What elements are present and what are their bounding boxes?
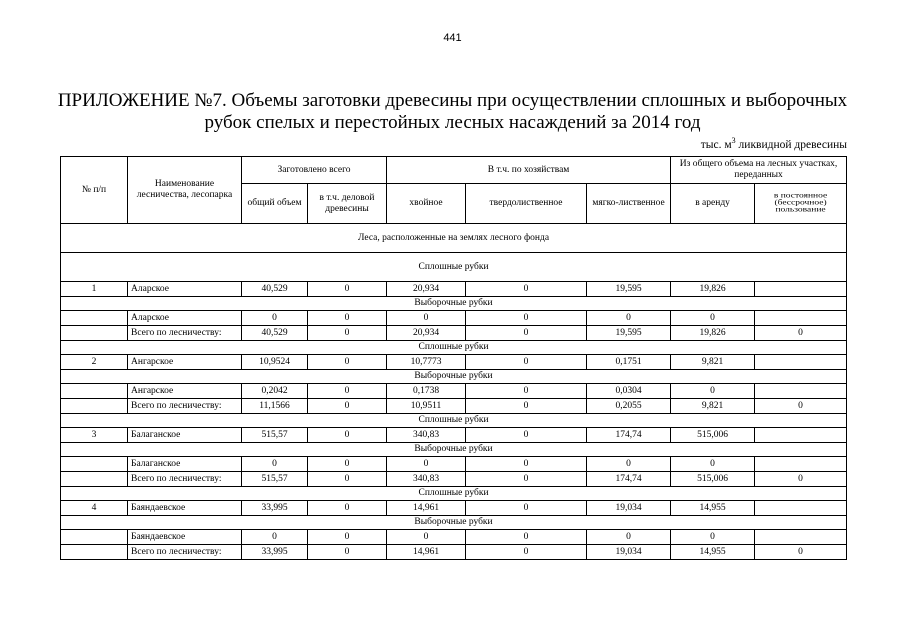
table-row [61, 399, 847, 414]
cell-num [61, 530, 128, 545]
section-row [61, 487, 847, 501]
cell-coniferous: 340,83 [387, 428, 466, 443]
cell-softwood: 0,1751 [587, 355, 671, 370]
table-row [61, 428, 847, 443]
cell-hardwood: 0 [466, 326, 587, 341]
harvest-table [60, 156, 847, 560]
units-prefix: тыс. м [700, 138, 732, 151]
cell-business-wood: 0 [308, 428, 387, 443]
cell-business-wood: 0 [308, 457, 387, 472]
header-num: № п/п [61, 157, 128, 224]
cell-total-volume: 0 [242, 457, 308, 472]
cell-num: 2 [61, 355, 128, 370]
section-label: Выборочные рубки [61, 443, 847, 457]
cell-lease: 14,955 [671, 545, 755, 560]
header-hardwood: твердолиственное [466, 184, 587, 224]
cell-softwood: 19,034 [587, 545, 671, 560]
cell-hardwood: 0 [466, 384, 587, 399]
section-label: Сплошные рубки [61, 341, 847, 355]
cell-total-volume: 515,57 [242, 428, 308, 443]
table-row [61, 545, 847, 560]
cell-hardwood: 0 [466, 428, 587, 443]
cell-coniferous: 20,934 [387, 282, 466, 297]
cell-coniferous: 14,961 [387, 501, 466, 516]
table-row [61, 311, 847, 326]
cell-permanent-use [755, 311, 847, 326]
cell-lease: 0 [671, 530, 755, 545]
cell-hardwood: 0 [466, 457, 587, 472]
cell-num [61, 326, 128, 341]
section-label: Выборочные рубки [61, 297, 847, 311]
table-row [61, 501, 847, 516]
section-row [61, 253, 847, 282]
cell-business-wood: 0 [308, 530, 387, 545]
cell-num [61, 472, 128, 487]
section-row [61, 370, 847, 384]
cell-softwood: 19,595 [587, 326, 671, 341]
cell-permanent-use [755, 501, 847, 516]
section-row [61, 516, 847, 530]
cell-coniferous: 14,961 [387, 545, 466, 560]
cell-hardwood: 0 [466, 399, 587, 414]
cell-total-volume: 40,529 [242, 282, 308, 297]
section-label: Сплошные рубки [61, 414, 847, 428]
cell-total-volume: 33,995 [242, 545, 308, 560]
table-row [61, 326, 847, 341]
cell-num: 3 [61, 428, 128, 443]
cell-name: Ангарское [128, 355, 242, 370]
section-label: Выборочные рубки [61, 516, 847, 530]
header-name: Наименование лесничества, лесопарка [128, 157, 242, 224]
cell-num [61, 384, 128, 399]
cell-hardwood: 0 [466, 311, 587, 326]
header-harvested: Заготовлено всего [242, 157, 387, 184]
table-row [61, 384, 847, 399]
header-total-volume: общий объем [242, 184, 308, 224]
cell-num: 4 [61, 501, 128, 516]
cell-business-wood: 0 [308, 355, 387, 370]
cell-hardwood: 0 [466, 545, 587, 560]
header-transferred: Из общего объема на лесных участках, переданных [671, 157, 847, 184]
cell-name: Всего по лесничеству: [128, 472, 242, 487]
cell-coniferous: 0 [387, 457, 466, 472]
table-body [61, 224, 847, 560]
header-by-farm: В т.ч. по хозяйствам [387, 157, 671, 184]
cell-name: Аларское [128, 282, 242, 297]
header-softwood: мягко-лиственное [587, 184, 671, 224]
cell-name: Всего по лесничеству: [128, 399, 242, 414]
section-row [61, 297, 847, 311]
page-number: 441 [443, 32, 462, 44]
cell-coniferous: 0,1738 [387, 384, 466, 399]
cell-lease: 9,821 [671, 399, 755, 414]
cell-name: Балаганское [128, 457, 242, 472]
cell-total-volume: 0 [242, 311, 308, 326]
cell-business-wood: 0 [308, 311, 387, 326]
table-row [61, 355, 847, 370]
cell-name: Всего по лесничеству: [128, 326, 242, 341]
cell-permanent-use [755, 355, 847, 370]
cell-total-volume: 0,2042 [242, 384, 308, 399]
cell-softwood: 0 [587, 457, 671, 472]
table-row [61, 530, 847, 545]
cell-permanent-use: 0 [755, 399, 847, 414]
cell-hardwood: 0 [466, 355, 587, 370]
cell-total-volume: 0 [242, 530, 308, 545]
cell-num: 1 [61, 282, 128, 297]
cell-coniferous: 0 [387, 530, 466, 545]
cell-total-volume: 10,9524 [242, 355, 308, 370]
cell-num [61, 545, 128, 560]
cell-softwood: 174,74 [587, 472, 671, 487]
cell-softwood: 174,74 [587, 428, 671, 443]
units-suffix: ликвидной древесины [735, 138, 847, 151]
cell-softwood: 19,595 [587, 282, 671, 297]
units-label [701, 136, 847, 151]
section-row [61, 414, 847, 428]
cell-coniferous: 20,934 [387, 326, 466, 341]
cell-num [61, 457, 128, 472]
cell-business-wood: 0 [308, 501, 387, 516]
cell-total-volume: 40,529 [242, 326, 308, 341]
cell-name: Баяндаевское [128, 530, 242, 545]
cell-lease: 9,821 [671, 355, 755, 370]
cell-name: Всего по лесничеству: [128, 545, 242, 560]
header-coniferous: хвойное [387, 184, 466, 224]
cell-name: Ангарское [128, 384, 242, 399]
cell-lease: 14,955 [671, 501, 755, 516]
cell-lease: 0 [671, 384, 755, 399]
cell-coniferous: 10,9511 [387, 399, 466, 414]
section-label: Сплошные рубки [61, 253, 847, 282]
header-business-wood: в т.ч. деловой древесины [308, 184, 387, 224]
cell-permanent-use [755, 428, 847, 443]
cell-lease: 0 [671, 457, 755, 472]
cell-business-wood: 0 [308, 384, 387, 399]
cell-business-wood: 0 [308, 472, 387, 487]
cell-total-volume: 33,995 [242, 501, 308, 516]
cell-name: Балаганское [128, 428, 242, 443]
cell-hardwood: 0 [466, 472, 587, 487]
cell-hardwood: 0 [466, 501, 587, 516]
cell-business-wood: 0 [308, 545, 387, 560]
table-row [61, 472, 847, 487]
table-row [61, 282, 847, 297]
cell-softwood: 0 [587, 530, 671, 545]
cell-permanent-use [755, 282, 847, 297]
header-lease: в аренду [671, 184, 755, 224]
table-row [61, 457, 847, 472]
section-label: Сплошные рубки [61, 487, 847, 501]
cell-coniferous: 340,83 [387, 472, 466, 487]
cell-lease: 19,826 [671, 326, 755, 341]
cell-softwood: 19,034 [587, 501, 671, 516]
cell-total-volume: 515,57 [242, 472, 308, 487]
cell-business-wood: 0 [308, 326, 387, 341]
cell-permanent-use: 0 [755, 545, 847, 560]
cell-name: Баяндаевское [128, 501, 242, 516]
cell-lease: 515,006 [671, 428, 755, 443]
cell-softwood: 0,2055 [587, 399, 671, 414]
cell-total-volume: 11,1566 [242, 399, 308, 414]
cell-permanent-use [755, 530, 847, 545]
cell-business-wood: 0 [308, 282, 387, 297]
cell-permanent-use [755, 457, 847, 472]
header-permanent-use [755, 184, 847, 224]
cell-permanent-use: 0 [755, 472, 847, 487]
cell-num [61, 399, 128, 414]
cell-num [61, 311, 128, 326]
cell-lease: 515,006 [671, 472, 755, 487]
cell-permanent-use [755, 384, 847, 399]
cell-business-wood: 0 [308, 399, 387, 414]
section-row [61, 341, 847, 355]
cell-softwood: 0 [587, 311, 671, 326]
cell-coniferous: 0 [387, 311, 466, 326]
header-permanent-use-text: в постоянное (бессрочное) пользование [773, 191, 828, 214]
cell-coniferous: 10,7773 [387, 355, 466, 370]
cell-lease: 19,826 [671, 282, 755, 297]
cell-permanent-use: 0 [755, 326, 847, 341]
cell-lease: 0 [671, 311, 755, 326]
cell-softwood: 0,0304 [587, 384, 671, 399]
cell-hardwood: 0 [466, 282, 587, 297]
section-forest-fund: Леса, расположенные на землях лесного фонда [61, 224, 847, 253]
cell-name: Аларское [128, 311, 242, 326]
units-superscript: 3 [731, 136, 736, 145]
section-label: Выборочные рубки [61, 370, 847, 384]
cell-hardwood: 0 [466, 530, 587, 545]
document-title: ПРИЛОЖЕНИЕ №7. Объемы заготовки древесины при осуществлении сплошных и выборочных рубок спелых и перестойных лесных насаждений за 2014 год [57, 90, 848, 133]
section-row [61, 443, 847, 457]
